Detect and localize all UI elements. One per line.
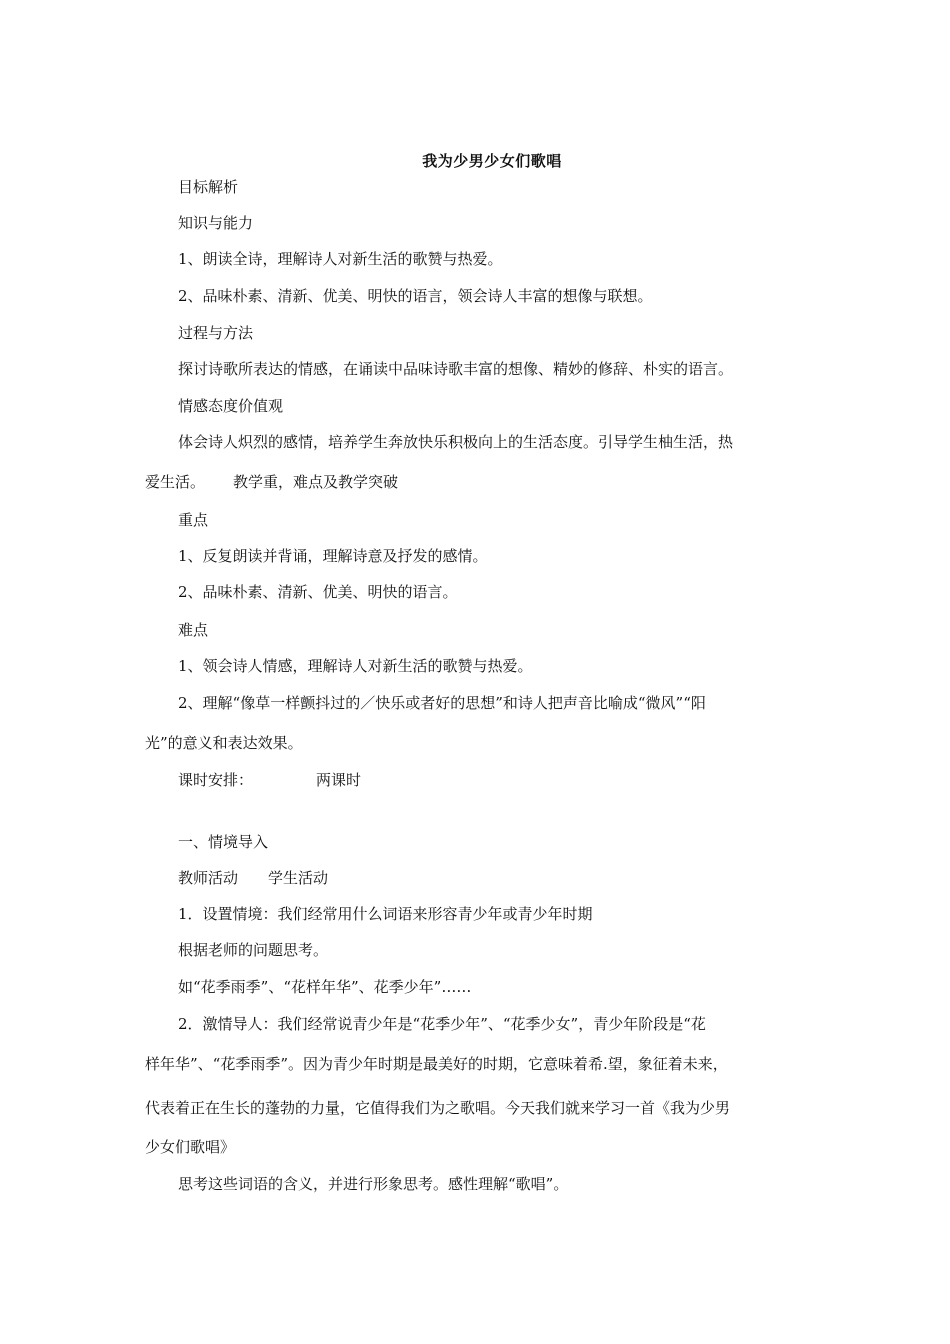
teacher-activity-label: 教师活动 [178, 869, 239, 887]
document-title: 我为少男少女们歌唱 [422, 152, 562, 170]
paragraph: 1、领会诗人情感，理解诗人对新生活的歌赞与热爱。 [178, 657, 533, 675]
paragraph: 思考这些词语的含义，并进行形象思考。感性理解“歌唱”。 [178, 1175, 569, 1193]
subheading-values: 情感态度价值观 [178, 397, 284, 415]
paragraph-continued: 样年华”、“花季雨季”。因为青少年时期是最美好的时期，它意味着希.望，象征着未来， [145, 1055, 728, 1073]
paragraph: 探讨诗歌所表达的情感，在诵读中品味诗歌丰富的想像、精妙的修辞、朴实的语言。 [178, 360, 734, 378]
paragraph-continued: 少女们歌唱》 [145, 1138, 236, 1156]
student-activity-label: 学生活动 [268, 869, 329, 887]
subheading-difficult: 难点 [178, 621, 209, 639]
schedule-line [178, 770, 361, 790]
paragraph: 体会诗人炽烈的感情，培养学生奔放快乐积极向上的生活态度。引导学生柚生活，热 [178, 433, 734, 451]
paragraph: 2、理解“像草一样颤抖过的／快乐或者好的思想”和诗人把声音比喻成“微风”“阳 [178, 694, 706, 712]
subheading-knowledge: 知识与能力 [178, 214, 254, 232]
paragraph-continued: 代表着正在生长的蓬勃的力量，它值得我们为之歌唱。今天我们就来学习一首《我为少男 [145, 1099, 731, 1117]
paragraph: 如“花季雨季”、“花样年华”、花季少年”…… [178, 978, 472, 996]
paragraph: 1、反复朗读并背诵，理解诗意及抒发的感情。 [178, 547, 488, 565]
activity-columns [178, 868, 328, 888]
schedule-value: 两课时 [316, 771, 362, 789]
paragraph: 2．激情导人：我们经常说青少年是“花季少年”、“花季少女”，青少年阶段是“花 [178, 1015, 706, 1033]
section-heading-intro: 一、情境导入 [178, 833, 269, 851]
subheading-process: 过程与方法 [178, 324, 254, 342]
paragraph: 2、品味朴素、清新、优美、明快的语言。 [178, 583, 458, 601]
paragraph-continued [145, 472, 398, 492]
paragraph-text: 爱生活。 [145, 473, 206, 491]
section-heading-keypoints: 教学重，难点及教学突破 [233, 473, 399, 491]
schedule-label: 课时安排： [178, 771, 254, 789]
section-heading-goals: 目标解析 [178, 178, 239, 196]
subheading-key: 重点 [178, 511, 209, 529]
paragraph: 根据老师的问题思考。 [178, 941, 329, 959]
paragraph: 1．设置情境：我们经常用什么词语来形容青少年或青少年时期 [178, 905, 593, 923]
paragraph-continued: 光”的意义和表达效果。 [145, 734, 303, 752]
paragraph: 2、品味朴素、清新、优美、明快的语言，领会诗人丰富的想像与联想。 [178, 287, 653, 305]
paragraph: 1、朗读全诗，理解诗人对新生活的歌赞与热爱。 [178, 250, 503, 268]
